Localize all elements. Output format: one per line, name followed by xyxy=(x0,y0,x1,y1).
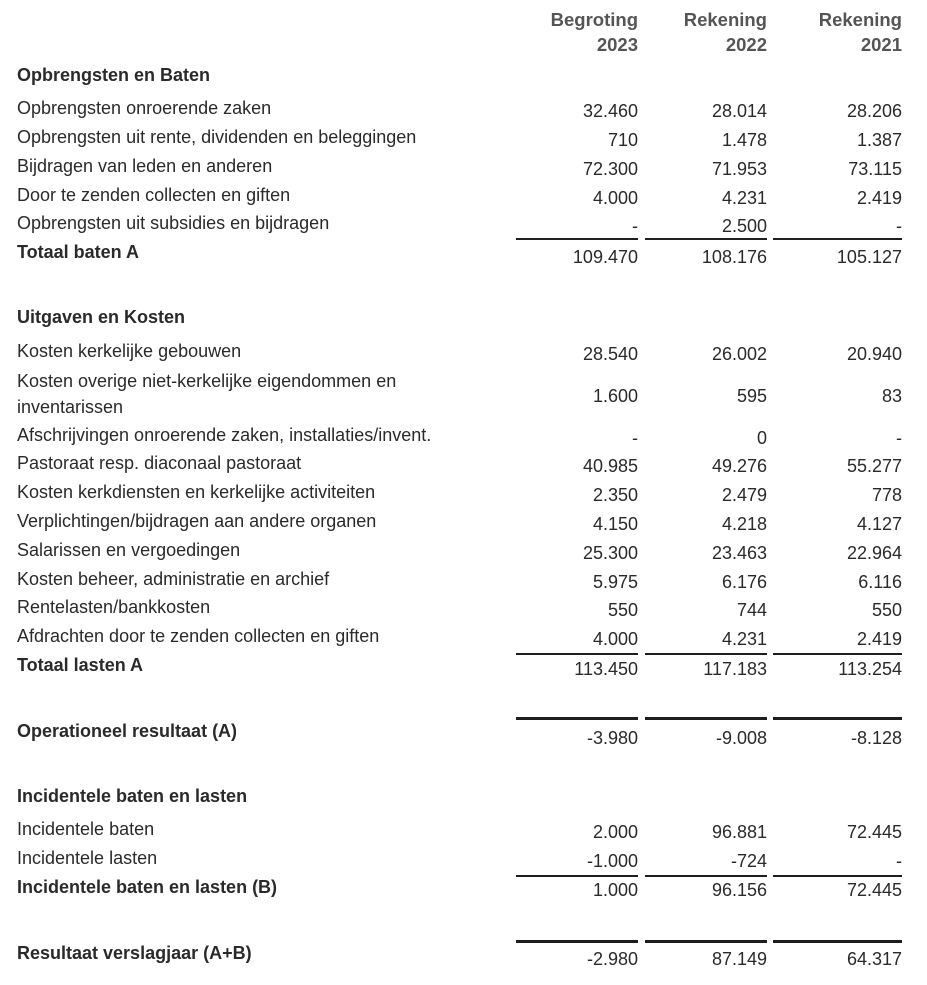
row-label-continuation: inventarissen xyxy=(17,397,124,417)
row-value-2022: 28.014 xyxy=(711,101,767,121)
row-label: Kosten kerkelijke gebouwen xyxy=(17,341,242,361)
row-label: Opbrengsten onroerende zaken xyxy=(17,98,272,118)
operationeel-value-2022: -9.008 xyxy=(715,728,767,748)
row-value-2023: 710 xyxy=(607,130,638,150)
row-value-2022: 2.500 xyxy=(721,216,767,236)
column-header-line2: 2022 xyxy=(725,34,767,55)
row-value-2021: - xyxy=(896,216,902,236)
row-value-2021: 72.445 xyxy=(846,822,902,842)
row-value-2021: 6.116 xyxy=(858,572,902,592)
row-value-2021: 778 xyxy=(871,485,902,505)
row-value-2022: 4.231 xyxy=(721,629,767,649)
total-value-2023: 1.000 xyxy=(592,880,638,900)
column-header-rekening-2021 xyxy=(773,7,902,57)
column-header-line2: 2023 xyxy=(596,34,638,55)
total-value-2022: 108.176 xyxy=(701,247,767,267)
operationeel-resultaat-label: Operationeel resultaat (A) xyxy=(17,721,238,741)
column-header-line1: Rekening xyxy=(818,9,902,30)
row-value-2023: - xyxy=(632,216,638,236)
row-label: Verplichtingen/bijdragen aan andere organen xyxy=(17,511,377,531)
result-rule xyxy=(516,717,638,720)
subtotal-rule xyxy=(773,238,902,240)
total-label-lasten: Totaal lasten A xyxy=(17,655,144,675)
result-rule xyxy=(645,717,767,720)
result-rule xyxy=(773,940,902,943)
row-value-2021: 55.277 xyxy=(846,456,902,476)
total-value-2023: 113.450 xyxy=(574,659,638,679)
row-value-2023: 25.300 xyxy=(582,543,638,563)
row-value-2022: -724 xyxy=(730,851,767,871)
row-value-2021: 2.419 xyxy=(856,188,902,208)
operationeel-value-2021: -8.128 xyxy=(850,728,902,748)
section-title-baten: Opbrengsten en Baten xyxy=(17,65,211,85)
row-value-2022: 23.463 xyxy=(711,543,767,563)
column-header-begroting-2023 xyxy=(516,7,638,57)
column-header-line1: Begroting xyxy=(550,9,638,30)
row-label: Kosten beheer, administratie en archief xyxy=(17,569,330,589)
row-value-2023: 4.150 xyxy=(592,514,638,534)
subtotal-rule xyxy=(645,238,767,240)
section-title-lasten: Uitgaven en Kosten xyxy=(17,307,186,327)
row-label: Kosten overige niet-kerkelijke eigendommen en xyxy=(17,371,397,391)
row-value-2023: 2.000 xyxy=(592,822,638,842)
resultaat-value-2022: 87.149 xyxy=(711,949,767,969)
total-value-2021: 113.254 xyxy=(838,659,902,679)
resultaat-verslagjaar-label: Resultaat verslagjaar (A+B) xyxy=(17,943,252,963)
row-value-2022: 4.218 xyxy=(721,514,767,534)
row-value-2021: 1.387 xyxy=(856,130,902,150)
row-value-2022: 0 xyxy=(756,428,767,448)
row-value-2021: 28.206 xyxy=(846,101,902,121)
operationeel-value-2023: -3.980 xyxy=(586,728,638,748)
row-value-2023: - xyxy=(632,428,638,448)
row-value-2023: 5.975 xyxy=(592,572,638,592)
row-label: Salarissen en vergoedingen xyxy=(17,540,241,560)
resultaat-value-2023: -2.980 xyxy=(586,949,638,969)
subtotal-rule xyxy=(773,875,902,877)
row-value-2021: 2.419 xyxy=(856,629,902,649)
total-label-baten: Totaal baten A xyxy=(17,242,140,262)
column-header-line2: 2021 xyxy=(860,34,902,55)
row-value-2023: 2.350 xyxy=(592,485,638,505)
subtotal-rule xyxy=(516,238,638,240)
section-title-incidenteel: Incidentele baten en lasten xyxy=(17,786,248,806)
row-value-2022: 96.881 xyxy=(711,822,767,842)
total-label-incidenteel: Incidentele baten en lasten (B) xyxy=(17,877,278,897)
row-value-2023: 72.300 xyxy=(582,159,638,179)
row-value-2021: - xyxy=(896,428,902,448)
row-label: Opbrengsten uit subsidies en bijdragen xyxy=(17,213,330,233)
row-value-2021: 20.940 xyxy=(846,344,902,364)
row-value-2023: 28.540 xyxy=(582,344,638,364)
row-value-2022: 2.479 xyxy=(721,485,767,505)
row-value-2022: 49.276 xyxy=(711,456,767,476)
row-value-2021: - xyxy=(896,851,902,871)
row-value-2023: -1.000 xyxy=(586,851,638,871)
result-rule xyxy=(645,940,767,943)
subtotal-rule xyxy=(516,875,638,877)
row-label: Bijdragen van leden en anderen xyxy=(17,156,273,176)
subtotal-rule xyxy=(516,653,638,655)
total-value-2022: 96.156 xyxy=(711,880,767,900)
total-value-2021: 72.445 xyxy=(846,880,902,900)
row-value-2022: 4.231 xyxy=(721,188,767,208)
row-value-2023: 4.000 xyxy=(592,188,638,208)
row-value-2023: 4.000 xyxy=(592,629,638,649)
row-value-2021: 83 xyxy=(881,386,902,406)
subtotal-rule xyxy=(773,653,902,655)
row-value-2023: 550 xyxy=(607,600,638,620)
row-value-2022: 71.953 xyxy=(711,159,767,179)
subtotal-rule xyxy=(645,653,767,655)
row-label: Afdrachten door te zenden collecten en giften xyxy=(17,626,380,646)
result-rule xyxy=(773,717,902,720)
row-value-2022: 6.176 xyxy=(721,572,767,592)
row-label: Incidentele lasten xyxy=(17,848,158,868)
row-value-2022: 26.002 xyxy=(711,344,767,364)
total-value-2022: 117.183 xyxy=(703,659,767,679)
row-label: Door te zenden collecten en giften xyxy=(17,185,291,205)
subtotal-rule xyxy=(645,875,767,877)
row-value-2021: 22.964 xyxy=(846,543,902,563)
row-value-2022: 1.478 xyxy=(721,130,767,150)
row-value-2023: 40.985 xyxy=(582,456,638,476)
row-label: Opbrengsten uit rente, dividenden en beleggingen xyxy=(17,127,417,147)
row-label: Pastoraat resp. diaconaal pastoraat xyxy=(17,453,302,473)
row-label: Kosten kerkdiensten en kerkelijke activiteiten xyxy=(17,482,376,502)
result-rule xyxy=(516,940,638,943)
row-label: Afschrijvingen onroerende zaken, installaties/invent. xyxy=(17,425,432,445)
row-value-2022: 595 xyxy=(736,386,767,406)
column-header-line1: Rekening xyxy=(683,9,767,30)
total-value-2021: 105.127 xyxy=(836,247,902,267)
column-header-rekening-2022 xyxy=(645,7,767,57)
row-value-2023: 1.600 xyxy=(592,386,638,406)
row-label: Rentelasten/bankkosten xyxy=(17,597,211,617)
row-label: Incidentele baten xyxy=(17,819,155,839)
row-value-2021: 4.127 xyxy=(856,514,902,534)
row-value-2023: 32.460 xyxy=(582,101,638,121)
resultaat-value-2021: 64.317 xyxy=(846,949,902,969)
total-value-2023: 109.470 xyxy=(572,247,638,267)
row-value-2021: 73.115 xyxy=(848,159,902,179)
row-value-2021: 550 xyxy=(871,600,902,620)
row-value-2022: 744 xyxy=(736,600,767,620)
